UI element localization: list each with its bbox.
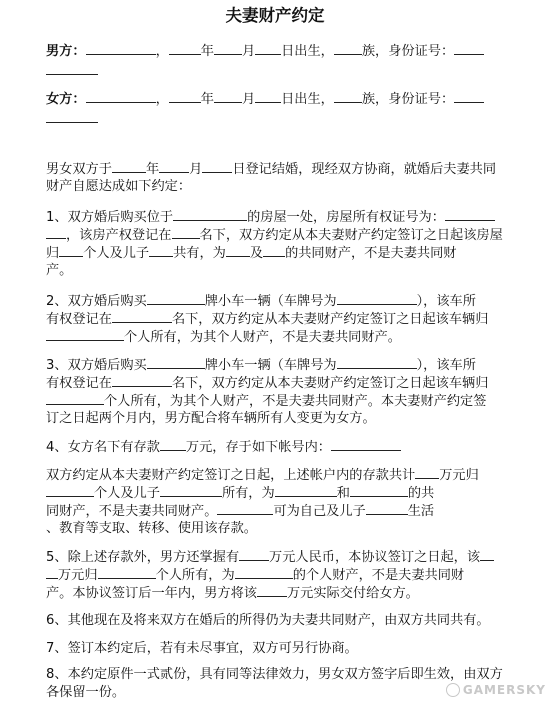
document-title: 夫妻财产约定 — [225, 6, 325, 25]
clause-2-line-3: 个人所有，为其个人财产，不是夫妻共同财产。 — [46, 328, 510, 347]
wife-line-cont — [46, 110, 510, 129]
clause-4b-line-4: 、教育等支取、转移、使用该存款。 — [46, 521, 257, 536]
clause-8-line-2: 各保留一份。 — [46, 685, 126, 700]
husband-label: 男方： — [46, 44, 86, 59]
husband-line: 男方： ， 年 月 日出生， 族，身份证号： — [46, 42, 510, 61]
watermark: GAMERSKY — [446, 683, 546, 698]
intro-line-1: 男女双方于 年 月 日登记结婚，现经双方协商，就婚后夫妻共同 — [46, 162, 497, 177]
clause-5-line-2: 万元归 个人所有，为 的个人财产，不是夫妻共同财 — [46, 566, 510, 585]
clause-1-line-1: 1、双方婚后购买位于 的房屋一处，房屋所有权证号为： — [46, 208, 510, 227]
clause-3-line-1: 3、双方婚后购买 牌小车一辆（车牌号为 ），该车所 — [46, 358, 476, 373]
watermark-logo-icon — [446, 683, 460, 697]
clause-7: 7、签订本约定后，若有未尽事宜，双方可另行协商。 — [46, 641, 358, 656]
clause-4b-line-1: 双方约定从本夫妻财产约定签订之日起，上述帐户内的存款共计 万元归 — [46, 468, 479, 483]
clause-1-line-4: 产。 — [46, 263, 73, 278]
clause-3-line-4: 订之日起两个月内，男方配合将车辆所有人变更为女方。 — [46, 411, 376, 426]
clause-3-line-3: 个人所有，为其个人财产，不是夫妻共同财产。本夫妻财产约定签 — [46, 392, 510, 411]
clause-4-line-1: 4、女方名下有存款 万元，存于如下帐号内： — [46, 438, 510, 457]
clause-2-line-2: 有权登记在 名下，双方约定从本夫妻财产约定签订之日起该车辆归 — [46, 312, 489, 327]
clause-4b-line-3: 同财产，不是夫妻共同财产。 可为自己及儿子 生活 — [46, 504, 435, 519]
clause-8-line-1: 8、本约定原件一式贰份，具有同等法律效力，男女双方签字后即生效，由双方 — [46, 667, 503, 682]
clause-5-line-3: 产。本协议签订后一年内，男方将该 万元实际交付给女方。 — [46, 586, 419, 601]
husband-line-cont — [46, 62, 510, 81]
blank — [86, 42, 156, 55]
wife-label: 女方： — [46, 92, 86, 107]
clause-4b-line-2: 个人及儿子 所有，为 和 的共 — [46, 484, 510, 503]
clause-5-line-1: 5、除上述存款外，男方还掌握有 万元人民币，本协议签订之日起，该 — [46, 548, 510, 567]
clause-3-line-2: 有权登记在 名下，双方约定从本夫妻财产约定签订之日起该车辆归 — [46, 376, 489, 391]
wife-line: 女方： ， 年 月 日出生， 族，身份证号： — [46, 90, 510, 109]
clause-2-line-1: 2、双方婚后购买 牌小车一辆（车牌号为 ），该车所 — [46, 294, 476, 309]
clause-1-line-2: ，该房产权登记在 名下，双方约定从本夫妻财产约定签订之日起该房屋 — [46, 226, 510, 245]
intro-line-2: 财产自愿达成如下约定： — [46, 179, 192, 194]
clause-6: 6、其他现在及将来双方在婚后的所得仍为夫妻共同财产，由双方共同共有。 — [46, 613, 490, 628]
clause-1-line-3: 归 个人及儿子 共有，为 及 的共同财产，不是夫妻共同财 — [46, 246, 457, 261]
